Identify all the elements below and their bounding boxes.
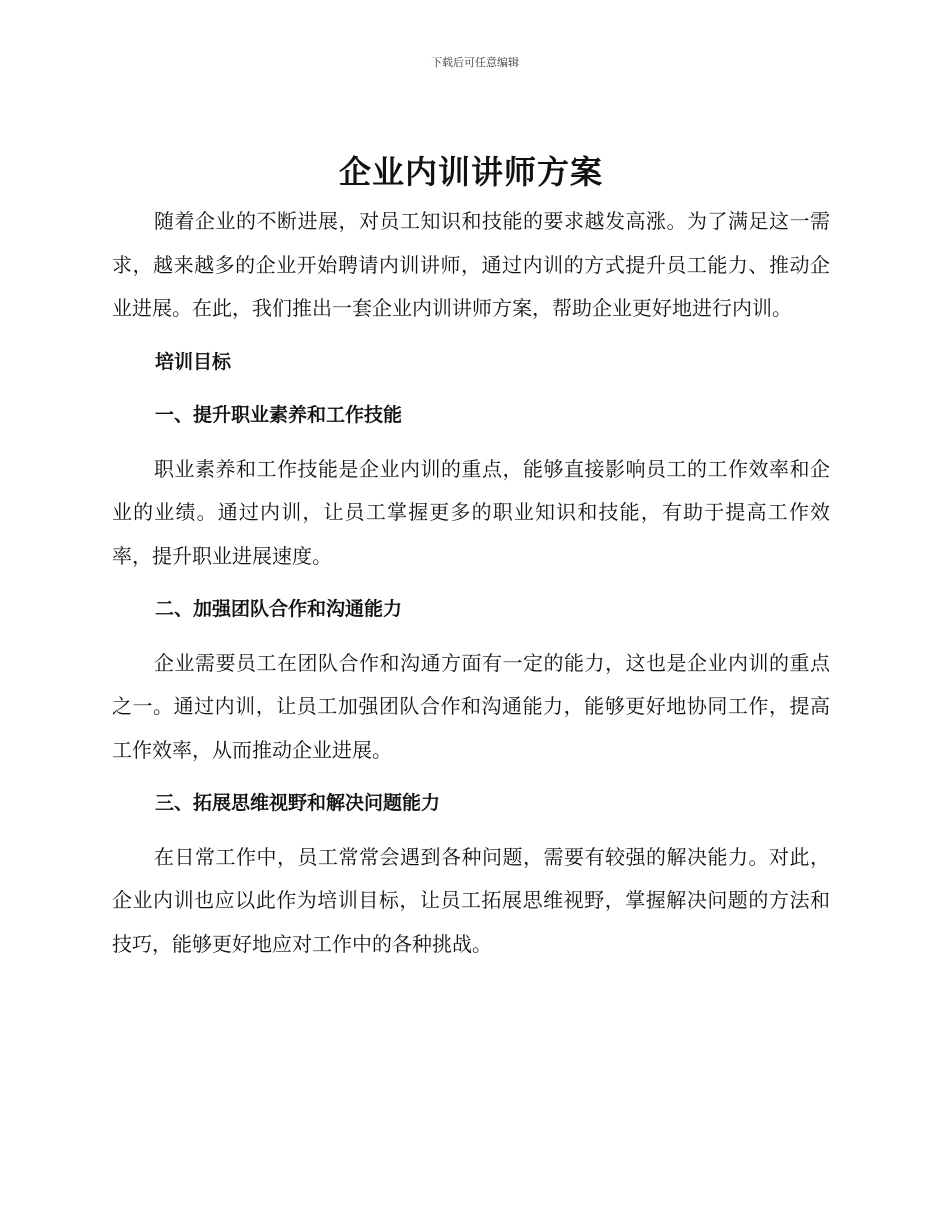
subsection-body-3: 在日常工作中，员工常常会遇到各种问题，需要有较强的解决能力。对此，企业内训也应以此作为培训目标，让员工拓展思维视野，掌握解决问题的方法和技巧，能够更好地应对工作中的各种挑战。	[112, 844, 830, 956]
document-body	[112, 148, 830, 966]
subsection-heading-2: 二、加强团队合作和沟通能力	[155, 598, 403, 620]
subsection-heading-3: 三、拓展思维视野和解决问题能力	[155, 792, 441, 814]
subsection-body-1: 职业素养和工作技能是企业内训的重点，能够直接影响员工的工作效率和企业的业绩。通过内训，让员工掌握更多的职业知识和技能，有助于提高工作效率，提升职业进展速度。	[112, 456, 830, 568]
section-heading-goals: 培训目标	[155, 350, 232, 373]
header-note: 下载后可任意编辑	[431, 56, 519, 69]
subsection-heading-1: 一、提升职业素养和工作技能	[155, 404, 403, 426]
document-title: 企业内训讲师方案	[338, 153, 603, 191]
intro-paragraph: 随着企业的不断进展，对员工知识和技能的要求越发高涨。为了满足这一需求，越来越多的企业开始聘请内训讲师，通过内训的方式提升员工能力、推动企业进展。在此，我们推出一套企业内训讲师方案，帮助企业更好地进行内训。	[112, 209, 830, 320]
subsection-body-2: 企业需要员工在团队合作和沟通方面有一定的能力，这也是企业内训的重点之一。通过内训，让员工加强团队合作和沟通能力，能够更好地协同工作，提高工作效率，从而推动企业进展。	[112, 650, 830, 762]
